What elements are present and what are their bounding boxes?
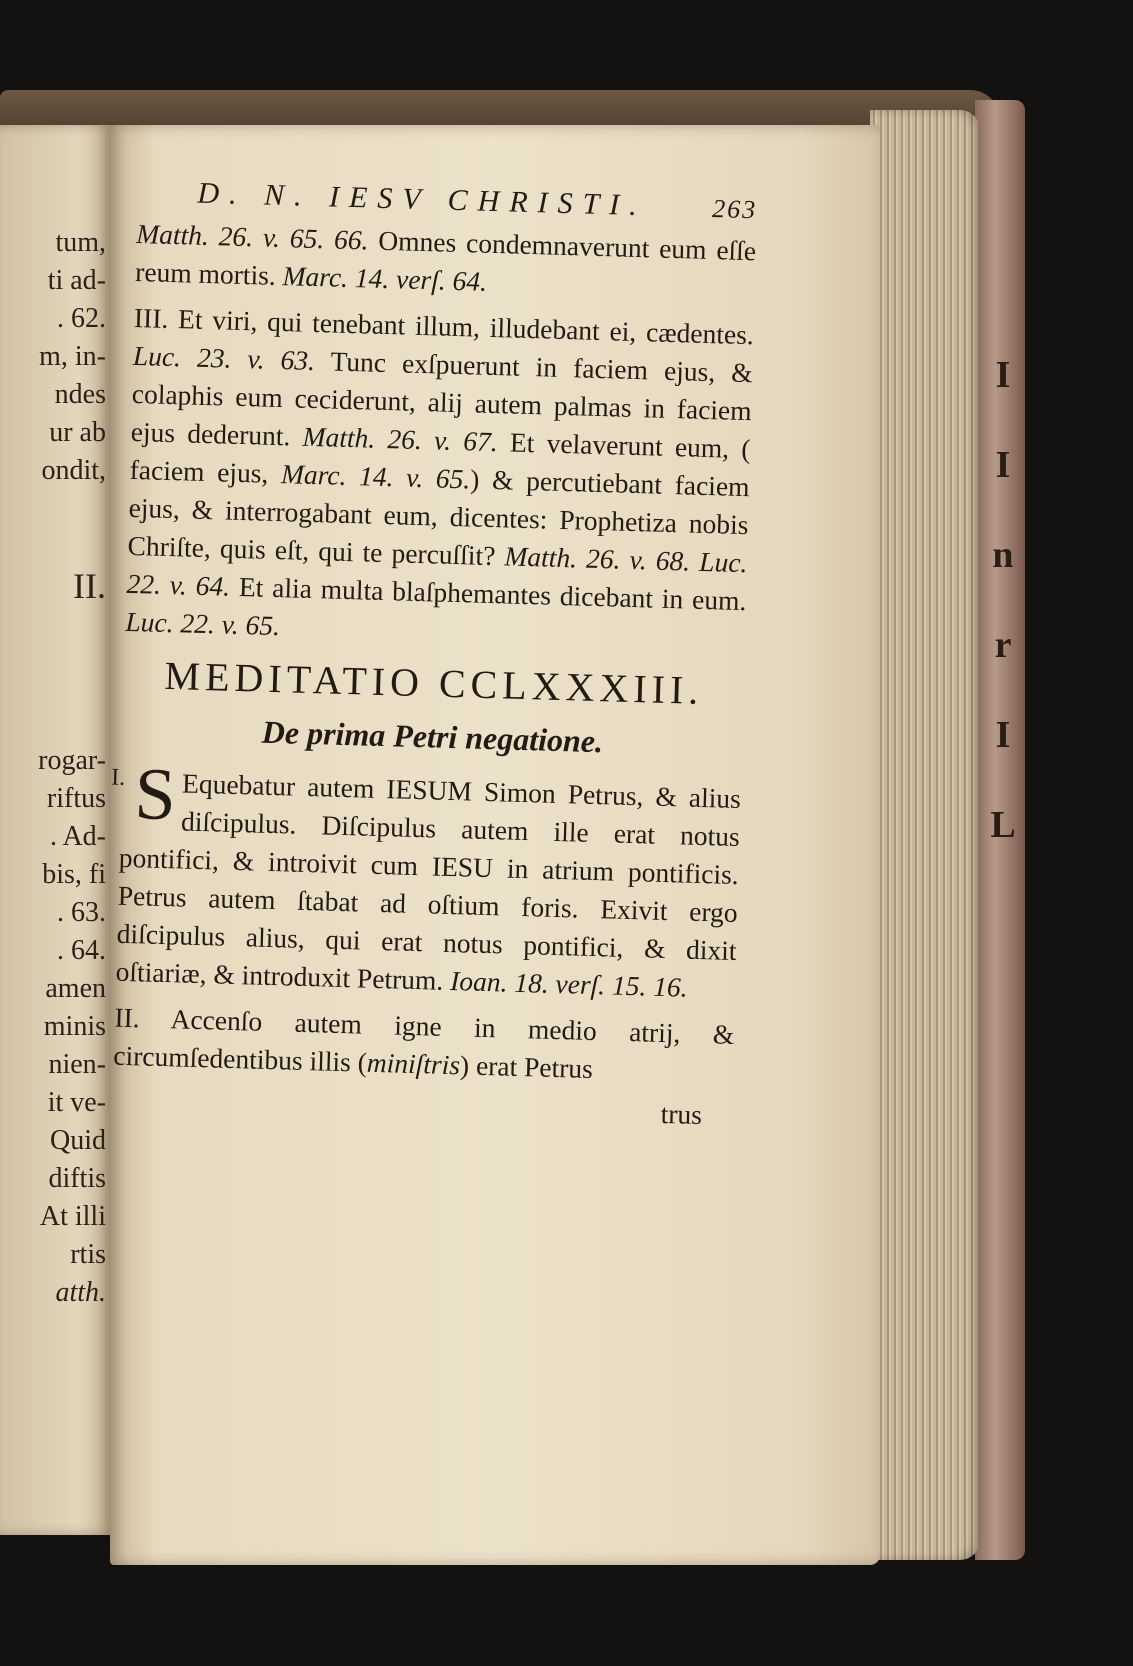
page-block-edge — [870, 110, 980, 1560]
paragraph-iii — [125, 299, 754, 658]
verse-text: Tunc exſpuerunt in faciem ejus, & colaphis eum ceciderunt, alij autem palmas in faciem ejus dederunt. — [130, 345, 754, 452]
left-fragment: diftis — [48, 1163, 106, 1194]
left-fragment: riftus — [46, 783, 106, 814]
cover-lettering: I I n r I L — [990, 354, 1016, 846]
meditation-subtitle: De prima Petri negatione. — [261, 713, 604, 760]
paragraph-continued — [135, 215, 757, 308]
citation: Luc. 23. v. 63. — [132, 339, 316, 377]
catchword: trus — [660, 1097, 703, 1131]
left-fragment: tum, — [55, 227, 106, 258]
paragraph-ii — [113, 999, 735, 1092]
citation: Luc. 22. v. 65. — [125, 605, 281, 642]
page-text-block — [112, 175, 758, 1132]
verse-text: Equebatur autem IESUM Simon Petrus, & alius diſcipulus. Diſcipulus autem ille erat notus pontifici, & introivit cum IESU in atrium pontificis. Petrus autem ſtabat ad oſtium foris. Exivit ergo diſcipulus alius, qui erat notus pontifici, & dixit oſtiariæ, & introduxit Petrum. — [115, 767, 742, 996]
running-head-title: D. N. IESV CHRISTI. — [197, 176, 648, 223]
left-fragment: ur ab — [49, 417, 106, 448]
verse-text: III. Et viri, qui tenebant illum, illudebant ei, cædentes. — [133, 301, 755, 351]
citation: Ioan. 18. verſ. 15. 16. — [449, 965, 689, 1003]
left-fragment: bis, fi — [42, 859, 106, 890]
left-fragment: II. — [73, 566, 106, 606]
verse-text: Omnes condemnaverunt eum eſſe reum mortis. — [134, 224, 757, 291]
left-page — [0, 125, 112, 1535]
paragraph-numeral: I. — [110, 764, 126, 791]
citation: miniſtris — [366, 1046, 461, 1081]
verse-text: Et velaverunt eum, ( faciem ejus, — [129, 426, 752, 489]
left-fragment: rtis — [70, 1239, 106, 1270]
left-fragment: . 62. — [57, 303, 106, 334]
left-fragment: minis — [43, 1011, 106, 1042]
left-fragment: . 64. — [57, 935, 106, 966]
left-fragment: ti ad- — [47, 265, 106, 296]
verse-text: II. Accenſo autem igne in medio atrij, & circumſedentibus illis ( — [112, 1001, 735, 1078]
citation: Matth. 26. v. 67. — [302, 420, 499, 458]
left-fragment: atth. — [55, 1277, 106, 1308]
left-fragment: . Ad- — [50, 821, 106, 852]
citation: Matth. 26. v. 65. 66. — [135, 217, 369, 256]
paragraph-i — [110, 753, 742, 1008]
left-fragment: m, in- — [39, 341, 106, 372]
left-fragment: ndes — [54, 379, 106, 410]
drop-cap: S — [133, 753, 177, 837]
verse-text: ) erat Petrus — [459, 1049, 594, 1085]
citation: Matth. 26. v. 68. Luc. 22. v. 64. — [126, 540, 748, 602]
left-fragment: At illi — [39, 1201, 106, 1232]
meditation-heading: MEDITATIO CCLXXXIII. — [163, 652, 704, 713]
citation: Marc. 14. v. 65. — [280, 458, 471, 495]
left-fragment: ondit, — [41, 455, 106, 486]
left-fragment: . 63. — [57, 897, 106, 928]
left-fragment: it ve- — [47, 1087, 106, 1118]
left-fragment: rogar- — [38, 745, 106, 776]
verse-text: ) & percutiebant faciem ejus, & interrogabant eum, dicentes: Prophetiza nobis Chriſte, quis eſt, qui te percuſſit? — [127, 463, 750, 572]
left-fragment: amen — [45, 973, 106, 1004]
page-number: 263 — [711, 194, 758, 225]
left-fragment: nien- — [48, 1049, 106, 1080]
left-fragment: Quid — [50, 1125, 106, 1156]
verse-text: Et alia multa blaſphemantes dicebant in eum. — [238, 570, 747, 617]
citation: Marc. 14. verſ. 64. — [282, 260, 488, 297]
